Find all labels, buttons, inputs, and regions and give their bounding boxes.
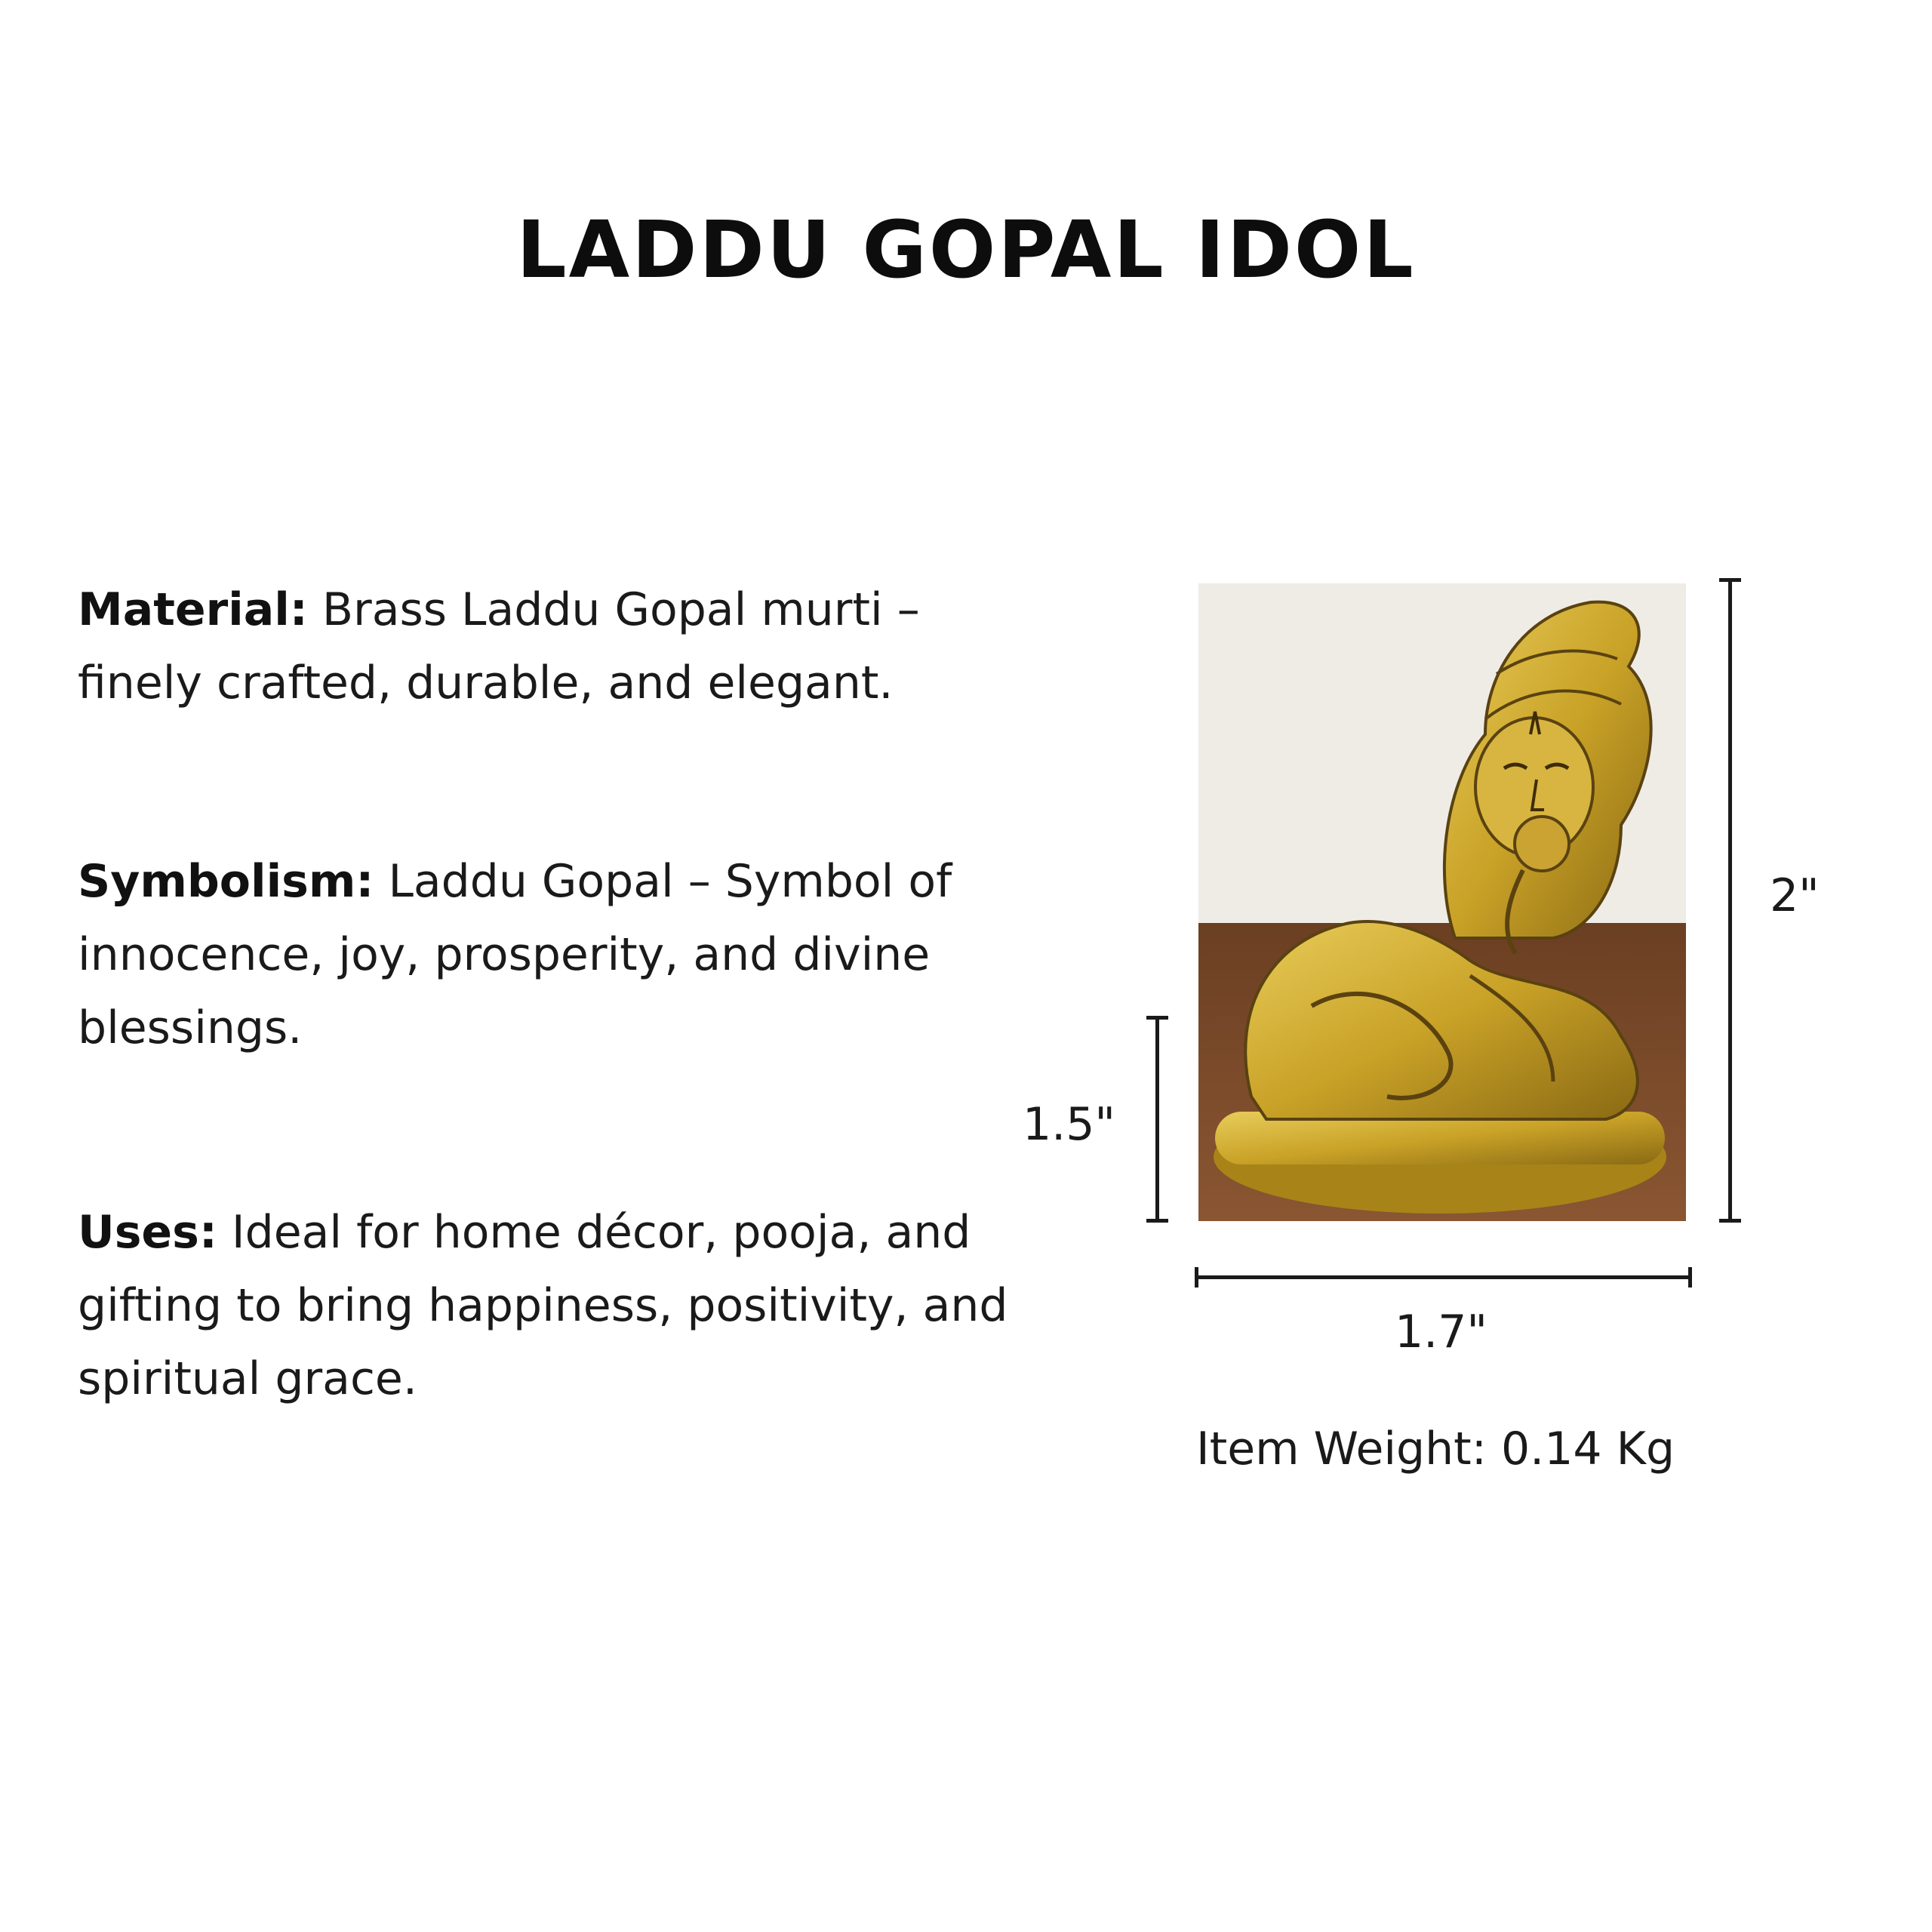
- spec-uses: [78, 1196, 1029, 1416]
- height-dimension-label: 2": [1770, 869, 1820, 922]
- spec-symbolism-label: Symbolism:: [78, 855, 374, 908]
- page-title: LADDU GOPAL IDOL: [516, 204, 1416, 296]
- spec-symbolism-text: Laddu Gopal – Symbol of innocence, joy, prosperity, and divine blessings.: [78, 855, 952, 1054]
- laddu-gopal-idol-image: [1198, 583, 1686, 1221]
- item-weight: Item Weight: 0.14 Kg: [1196, 1423, 1675, 1475]
- height-dimension-cap-top: [1719, 578, 1741, 582]
- width-dimension-label: 1.7": [1395, 1306, 1488, 1358]
- width-dimension-cap-right: [1688, 1267, 1692, 1287]
- spec-material-text: Brass Laddu Gopal murti – finely crafted, durable, and elegant.: [78, 583, 920, 709]
- product-photo: [1198, 583, 1686, 1221]
- base-dimension-cap-top: [1146, 1016, 1168, 1020]
- base-dimension-line: [1155, 1017, 1159, 1221]
- base-dimension-cap-bottom: [1146, 1219, 1168, 1223]
- width-dimension-cap-left: [1195, 1267, 1198, 1287]
- base-dimension-label: 1.5": [1023, 1098, 1116, 1151]
- height-dimension-line: [1728, 580, 1732, 1221]
- width-dimension-line: [1196, 1275, 1691, 1279]
- spec-material: [78, 574, 1029, 720]
- spec-uses-label: Uses:: [78, 1206, 217, 1259]
- height-dimension-cap-bottom: [1719, 1219, 1741, 1223]
- spec-material-label: Material:: [78, 583, 308, 636]
- spec-uses-text: Ideal for home décor, pooja, and gifting to bring happiness, positivity, and spiritual grace.: [78, 1206, 1008, 1405]
- spec-symbolism: [78, 845, 1029, 1065]
